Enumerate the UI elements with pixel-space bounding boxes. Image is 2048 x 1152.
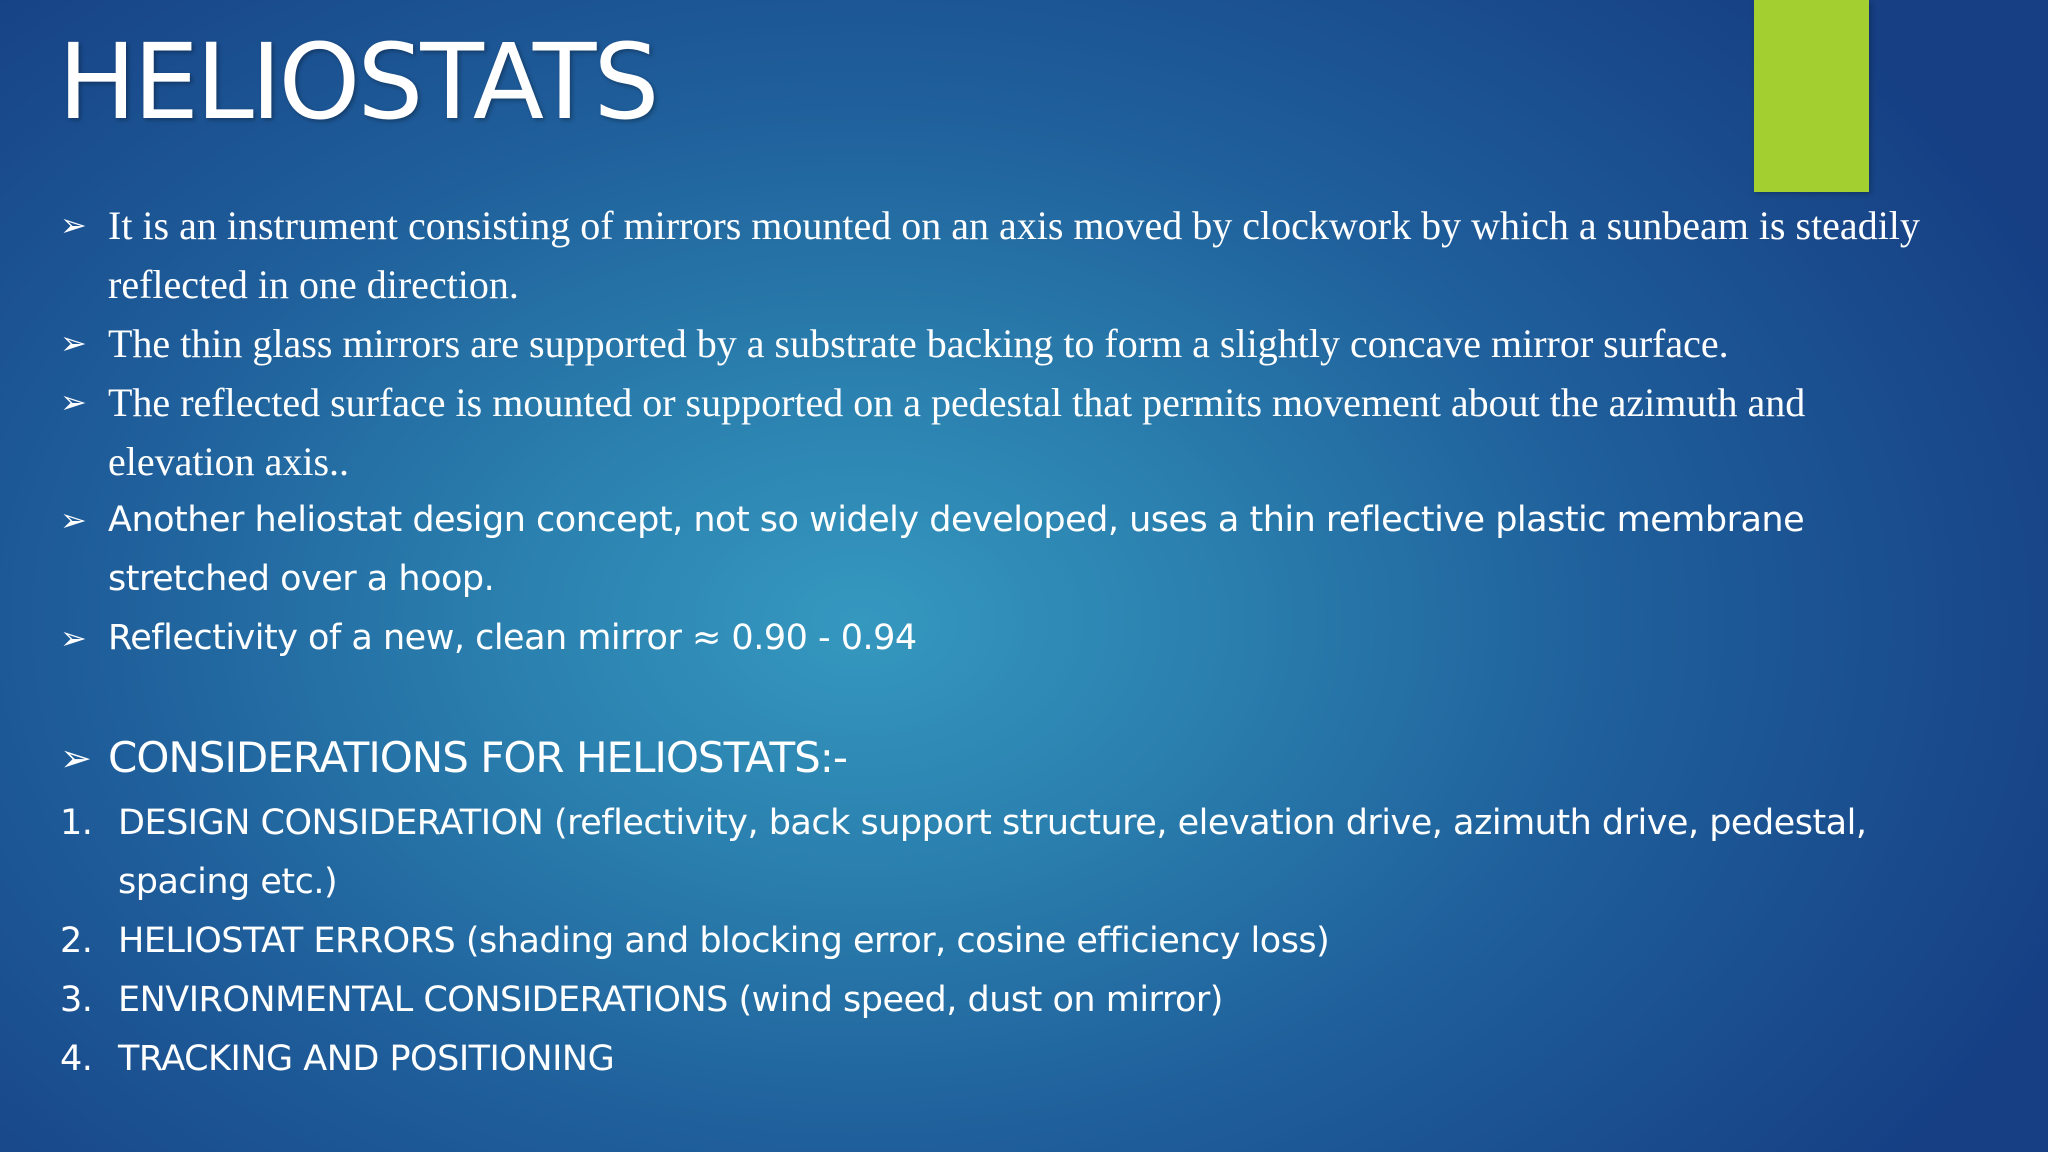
list-item [60,794,1940,912]
accent-bar [1754,0,1869,192]
bullet-text: The thin glass mirrors are supported by a substrate backing to form a slightly concave mirror surface. [108,321,1729,366]
list-item [60,1030,1940,1089]
bullet-text: It is an instrument consisting of mirrors mounted on an axis moved by clockwork by which a sunbeam is steadily reflected in one direction. [108,203,1920,307]
list-item-number: 1. [60,803,93,843]
list-item [60,912,1940,971]
considerations-heading-text: CONSIDERATIONS FOR HELIOSTATS:- [108,733,848,782]
considerations-list [60,794,1940,1089]
bullet-item [60,373,1940,491]
bullet-text: The reflected surface is mounted or supported on a pedestal that permits movement about the azimuth and elevation axis.. [108,380,1806,484]
bullet-item [60,196,1940,314]
list-item-number: 4. [60,1039,93,1079]
arrowhead-bullet-icon: ➢ [60,501,87,539]
bullet-item [60,314,1940,373]
arrowhead-bullet-icon: ➢ [60,383,87,421]
list-item-text: ENVIRONMENTAL CONSIDERATIONS (wind speed, dust on mirror) [118,980,1223,1020]
arrowhead-bullet-icon: ➢ [60,619,87,657]
arrowhead-bullet-icon: ➢ [60,324,87,362]
arrowhead-bullet-icon: ➢ [60,736,91,780]
bullet-text: Reflectivity of a new, clean mirror ≈ 0.90 - 0.94 [108,618,917,658]
list-item-number: 3. [60,980,93,1020]
bullet-item [60,491,1940,609]
list-item-number: 2. [60,921,93,961]
list-item-text: DESIGN CONSIDERATION (reflectivity, back support structure, elevation drive, azimuth drive, pedestal, spacing etc.) [118,803,1867,902]
considerations-heading [60,728,847,788]
bullet-item [60,609,1940,668]
list-item [60,971,1940,1030]
bullet-text: Another heliostat design concept, not so widely developed, uses a thin reflective plastic membrane stretched over a hoop. [108,500,1805,599]
bullet-list [60,196,1940,668]
slide-title: HELIOSTATS [58,21,657,143]
arrowhead-bullet-icon: ➢ [60,206,87,244]
list-item-text: HELIOSTAT ERRORS (shading and blocking error, cosine efficiency loss) [118,921,1330,961]
list-item-text: TRACKING AND POSITIONING [118,1039,615,1079]
